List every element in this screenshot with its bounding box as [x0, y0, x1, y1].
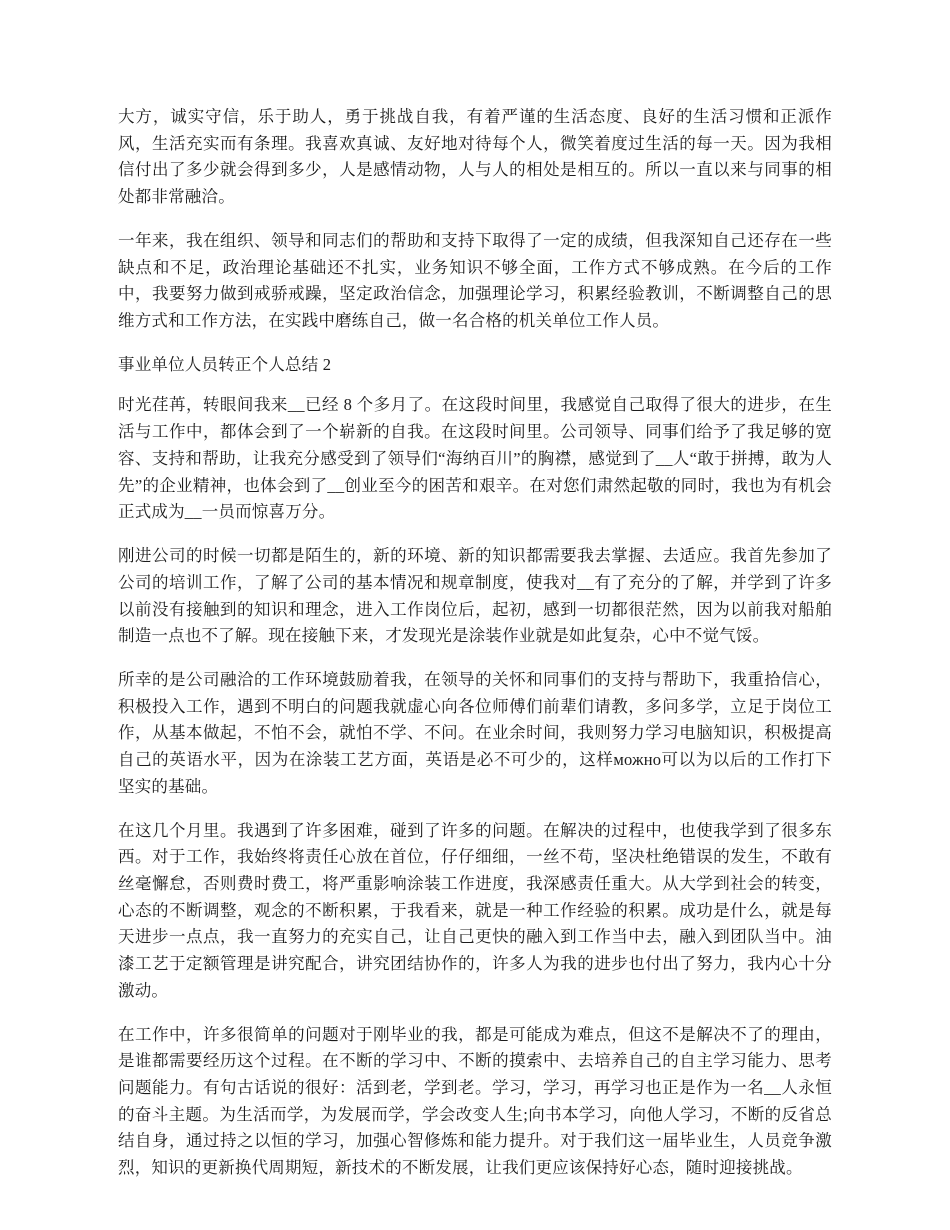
paragraph: 刚进公司的时候一切都是陌生的，新的环境、新的知识都需要我去掌握、去适应。我首先参加了公司的培训工作，了解了公司的基本情况和规章制度，使我对__有了充分的了解，并学到了许多以前没有接触到的知识和理念，进入工作岗位后，起初，感到一切都很茫然，因为以前我对船舶制造一点也不了解。现在接触下来，才发现光是涂装作业就是如此复杂，心中不觉气馁。 [118, 546, 832, 646]
paragraph: 时光荏苒，转眼间我来__已经 8 个多月了。在这段时间里，我感觉自己取得了很大的进步，在生活与工作中，都体会到了一个崭新的自我。在这段时间里。公司领导、同事们给予了我足够的宽容、支持和帮助，让我充分感受到了领导们“海纳百川”的胸襟，感觉到了__人“敢于拼搏，敢为人先”的企业精神，也体会到了__创业至今的困苦和艰辛。在对您们肃然起敬的同时，我也为有机会正式成为__一员而惊喜万分。 [118, 395, 832, 522]
paragraph: 在这几个月里。我遇到了许多困难，碰到了许多的问题。在解决的过程中，也使我学到了很多东西。对于工作，我始终将责任心放在首位，仔仔细细，一丝不苟，坚决杜绝错误的发生，不敢有丝毫懈怠，否则费时费工，将严重影响涂装工作进度，我深感责任重大。从大学到社会的转变，心态的不断调整，观念的不断积累，于我看来，就是一种工作经验的积累。成功是什么，就是每天进步一点点，我一直努力的充实自己，让自己更快的融入到工作当中去，融入到团队当中。油漆工艺于定额管理是讲究配合，讲究团结协作的，许多人为我的进步也付出了努力，我内心十分激动。 [118, 820, 832, 1000]
paragraph: 所幸的是公司融洽的工作环境鼓励着我，在领导的关怀和同事们的支持与帮助下，我重拾信心，积极投入工作，遇到不明白的问题我就虚心向各位师傅们前辈们请教，多问多学，立足于岗位工作，从基本做起，不怕不会，就怕不学、不问。在业余时间，我则努力学习电脑知识，积极提高自己的英语水平，因为在涂装工艺方面，英语是必不可少的，这样можно可以为以后的工作打下坚实的基础。 [118, 669, 832, 796]
paragraph: 一年来，我在组织、领导和同志们的帮助和支持下取得了一定的成绩，但我深知自己还存在一些缺点和不足，政治理论基础还不扎实，业务知识不够全面，工作方式不够成熟。在今后的工作中，我要努力做到戒骄戒躁，坚定政治信念，加强理论学习，积累经验教训，不断调整自己的思维方式和工作方法，在实践中磨练自己，做一名合格的机关单位工作人员。 [118, 230, 832, 331]
paragraph: 大方，诚实守信，乐于助人，勇于挑战自我，有着严谨的生活态度、良好的生活习惯和正派作风，生活充实而有条理。我喜欢真诚、友好地对待每个人，微笑着度过生活的每一天。因为我相信付出了多少就会得到多少，人是感情动物，人与人的相处是相互的。所以一直以来与同事的相处都非常融洽。 [118, 107, 832, 207]
paragraph: 在工作中，许多很简单的问题对于刚毕业的我，都是可能成为难点，但这不是解决不了的理由，是谁都需要经历这个过程。在不断的学习中、不断的摸索中、去培养自己的自主学习能力、思考问题能力。有句古话说的很好：活到老，学到老。学习，学习，再学习也正是作为一名__人永恒的奋斗主题。为生活而学，为发展而学，学会改变人生;向书本学习，向他人学习，不断的反省总结自身，通过持之以恒的学习，加强心智修炼和能力提升。对于我们这一届毕业生，人员竞争激烈，知识的更新换代周期短，新技术的不断发展，让我们更应该保持好心态，随时迎接挑战。 [118, 1024, 832, 1178]
section-heading: 事业单位人员转正个人总结 2 [118, 354, 332, 374]
document-body [118, 104, 832, 1182]
